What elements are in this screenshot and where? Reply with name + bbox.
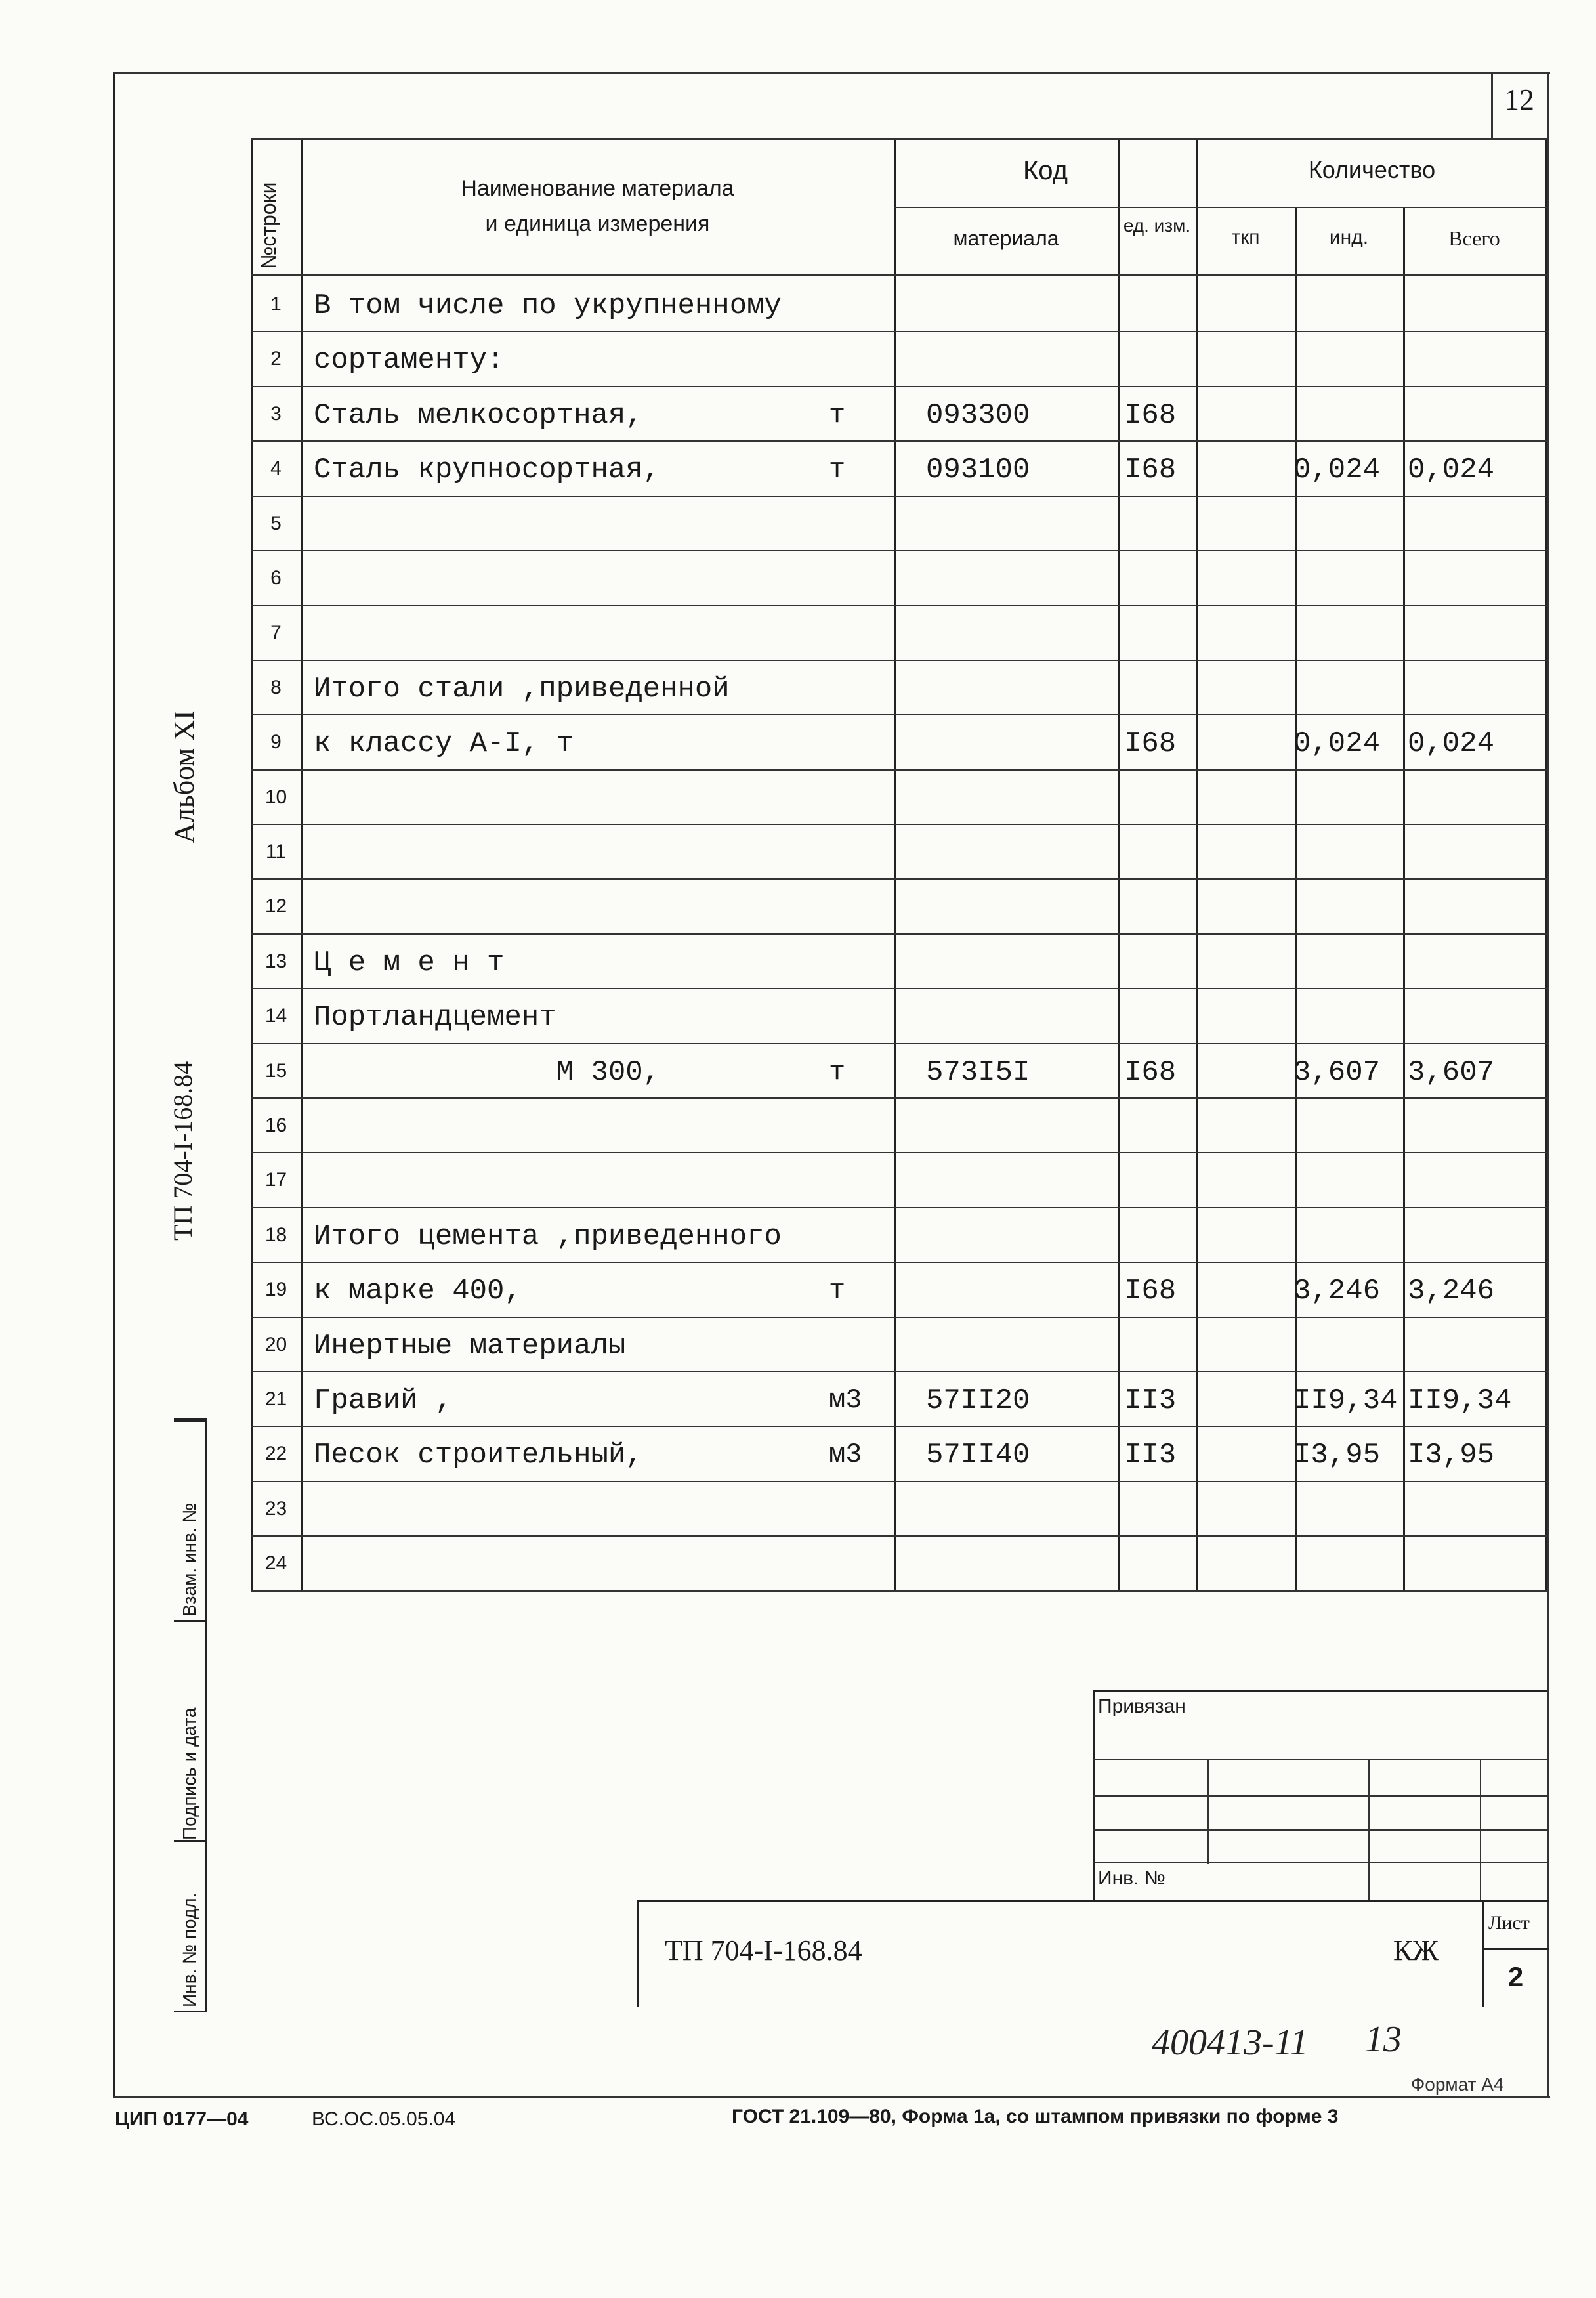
row-number: 22: [264, 1443, 287, 1465]
header-code-group: Код: [1022, 156, 1068, 185]
unit-code: I68: [1124, 398, 1177, 432]
material-name: М 300,: [314, 1055, 661, 1089]
row-number: 9: [270, 731, 282, 754]
qty-total: 0,024: [1408, 454, 1495, 487]
row-number: 12: [264, 895, 287, 918]
unit-code: I68: [1124, 727, 1177, 761]
qty-ind: 3,607: [1293, 1055, 1381, 1089]
material-name: Итого цемента ,приведенного: [314, 1220, 782, 1253]
material-name: Ц е м е н т: [314, 946, 505, 979]
material-unit: т: [829, 1275, 846, 1307]
table-row: [251, 550, 1547, 605]
material-name: сортаменту:: [314, 344, 505, 377]
table-row: [251, 1043, 1547, 1097]
material-name: Итого стали ,приведенной: [314, 672, 730, 706]
row-number: 11: [265, 841, 287, 862]
qty-ind: 3,246: [1293, 1275, 1381, 1308]
footer-left: ЦИП 0177—04: [115, 2108, 249, 2130]
table-row: [251, 988, 1547, 1042]
stamp-mark: КЖ: [1393, 1934, 1438, 1967]
table-row: [251, 1262, 1547, 1316]
material-unit: т: [829, 398, 846, 431]
unit-code: I68: [1124, 1275, 1177, 1308]
header-code-material: материала: [953, 226, 1059, 250]
material-code: 573I5I: [926, 1055, 1030, 1089]
materials-table: [251, 138, 1547, 1592]
stamp-sheet-value: 2: [1507, 1961, 1524, 1992]
header-qty-group: Количество: [1308, 156, 1436, 183]
row-number: 6: [270, 567, 282, 589]
table-row: [251, 1371, 1547, 1426]
table-row: [251, 1097, 1547, 1152]
qty-ind: II9,34: [1293, 1384, 1398, 1417]
strip-cell-signature: Подпись и дата: [179, 1707, 200, 1840]
tied-stamp: [1093, 1690, 1547, 1900]
row-number: 17: [264, 1169, 287, 1191]
material-name: Песок строительный,: [314, 1439, 643, 1472]
frame-top-border: [113, 72, 1550, 74]
qty-ind: I3,95: [1293, 1439, 1381, 1472]
row-number: 23: [264, 1497, 287, 1520]
header-name-line2: и единица измерения: [485, 211, 710, 236]
table-row: [251, 605, 1547, 659]
sheet-number: 12: [1504, 83, 1534, 116]
frame-bottom-border: [113, 2096, 1550, 2098]
material-unit: м3: [829, 1384, 862, 1416]
frame-right-border: [1547, 72, 1549, 2097]
table-row: [251, 769, 1547, 824]
frame-left-border: [113, 72, 116, 2097]
row-number: 10: [264, 786, 287, 808]
row-number: 20: [264, 1333, 287, 1355]
qty-ind: 0,024: [1293, 727, 1381, 761]
table-row: [251, 933, 1547, 988]
handwritten-page: 13: [1365, 2019, 1402, 2060]
header-name-line1: Наименование материала: [461, 176, 734, 201]
stamp-sheet-label: Лист: [1488, 1912, 1530, 1934]
table-row: [251, 824, 1547, 878]
material-name: Сталь мелкосортная,: [314, 398, 643, 432]
header-qty-tkp: ткп: [1231, 226, 1260, 248]
table-row: [251, 1207, 1547, 1262]
qty-total: 3,246: [1408, 1275, 1495, 1308]
row-number: 8: [270, 676, 282, 698]
handwritten-code: 400413-11: [1152, 2022, 1309, 2063]
row-number: 14: [264, 1005, 287, 1027]
material-name: к марке 400,: [314, 1275, 522, 1308]
unit-code: I68: [1124, 454, 1177, 487]
inv-label: Инв. №: [1098, 1867, 1166, 1889]
row-number: 18: [264, 1223, 287, 1246]
strip-cell-replaced: Взам. инв. №: [179, 1502, 200, 1617]
table-row: [251, 1152, 1547, 1206]
row-number: 15: [264, 1059, 287, 1082]
table-row: [251, 331, 1547, 385]
table-row: [251, 660, 1547, 714]
table-row: [251, 1426, 1547, 1480]
row-number: 21: [264, 1388, 287, 1410]
approval-strip: [174, 1418, 207, 2012]
tied-label: Привязан: [1098, 1695, 1186, 1717]
unit-code: II3: [1124, 1439, 1177, 1472]
material-name: Инертные материалы: [314, 1329, 626, 1363]
material-name: Гравий ,: [314, 1384, 453, 1417]
material-code: 57II40: [926, 1439, 1030, 1472]
table-row: [251, 1317, 1547, 1371]
header-row-num: №строки: [257, 182, 280, 269]
material-unit: т: [829, 1055, 846, 1088]
album-label: Альбом XI: [168, 710, 200, 843]
row-number: 16: [264, 1115, 287, 1136]
material-code: 093100: [926, 454, 1030, 487]
material-name: Портландцемент: [314, 1001, 556, 1034]
table-row: [251, 1481, 1547, 1535]
unit-code: I68: [1124, 1055, 1177, 1089]
stamp-doc-code: ТП 704-I-168.84: [665, 1934, 862, 1967]
row-number: 2: [270, 348, 282, 370]
header-code-unit: ед. изм.: [1123, 215, 1191, 236]
table-row: [251, 878, 1547, 933]
table-row: [251, 714, 1547, 769]
material-name: В том числе по укрупненному: [314, 289, 782, 322]
material-name: Сталь крупносортная,: [314, 454, 661, 487]
format-label: Формат А4: [1411, 2074, 1504, 2095]
qty-total: II9,34: [1408, 1384, 1512, 1417]
qty-ind: 0,024: [1293, 454, 1381, 487]
title-stamp: [637, 1900, 1549, 2007]
material-unit: т: [829, 454, 846, 486]
qty-total: 3,607: [1408, 1055, 1495, 1089]
row-number: 1: [270, 293, 282, 315]
table-row: [251, 440, 1547, 495]
unit-code: II3: [1124, 1384, 1177, 1417]
material-code: 093300: [926, 398, 1030, 432]
header-qty-total: Всего: [1448, 226, 1500, 250]
row-number: 13: [264, 950, 287, 972]
row-number: 5: [270, 512, 282, 534]
row-number: 4: [270, 457, 282, 480]
material-code: 57II20: [926, 1384, 1030, 1417]
row-number: 3: [270, 402, 282, 425]
table-row: [251, 386, 1547, 440]
side-doc-code: ТП 704-I-168.84: [168, 1061, 198, 1241]
strip-cell-original: Инв. № подл.: [179, 1892, 200, 2007]
footer-mid: ВС.ОС.05.05.04: [312, 2108, 456, 2130]
row-number: 19: [264, 1279, 287, 1301]
material-unit: м3: [829, 1439, 862, 1471]
table-row: [251, 1535, 1547, 1590]
material-name: к классу А-I, т: [314, 727, 574, 761]
qty-total: I3,95: [1408, 1439, 1495, 1472]
table-row: [251, 496, 1547, 550]
header-qty-ind: инд.: [1329, 226, 1369, 248]
table-row: [251, 276, 1547, 331]
row-number: 7: [270, 622, 282, 644]
footer-right: ГОСТ 21.109—80, Форма 1а, со штампом привязки по форме 3: [732, 2106, 1339, 2127]
qty-total: 0,024: [1408, 727, 1495, 761]
row-number: 24: [264, 1552, 287, 1575]
